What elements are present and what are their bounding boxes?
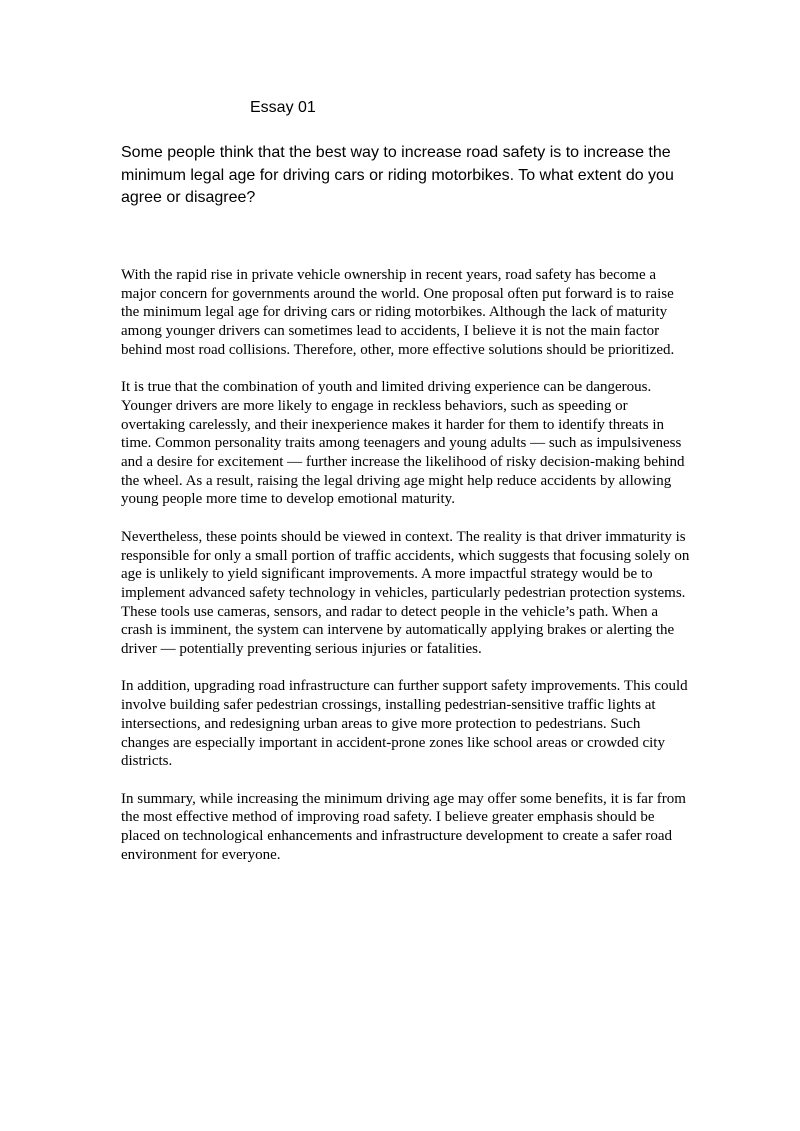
paragraph-body-1: It is true that the combination of youth and limited driving experience can be dangerous. Younger drivers are more likely to engage in reckless behaviors, such as speeding or overtaking carelessly, and their inexperience makes it harder for them to identify threats in time. Common personality traits among teenagers and young adults — such as impulsiveness and a desire for excitement — further increase the likelihood of risky decision-making behind the wheel. As a result, raising the legal driving age might help reduce accidents by allowing young people more time to develop emotional maturity. (121, 379, 685, 508)
essay-body (121, 266, 691, 883)
paragraph-body-2: Nevertheless, these points should be viewed in context. The reality is that driver immaturity is responsible for only a small portion of traffic accidents, which suggests that focusing solely on age is unlikely to yield significant improvements. A more impactful strategy would be to implement advanced safety technology in vehicles, particularly pedestrian protection systems. These tools use cameras, sensors, and radar to detect people in the vehicle’s path. When a crash is imminent, the system can intervene by automatically applying brakes or alerting the driver — potentially preventing serious injuries or fatalities. (121, 528, 690, 658)
paragraph-conclusion: In summary, while increasing the minimum driving age may offer some benefits, it is far from the most effective method of improving road safety. I believe greater emphasis should be placed on technological enhancements and infrastructure development to create a safer road environment for everyone. (121, 790, 686, 863)
paragraph-body-3: In addition, upgrading road infrastructure can further support safety improvements. This could involve building safer pedestrian crossings, installing pedestrian-sensitive traffic lights at intersections, and redesigning urban areas to give more protection to pedestrians. Such changes are especially important in accident-prone zones like school areas or crowded city districts. (121, 678, 688, 770)
essay-title: Essay 01 (250, 99, 316, 116)
essay-prompt: Some people think that the best way to increase road safety is to increase the minimum legal age for driving cars or riding motorbikes. To what extent do you agree or disagree? (121, 144, 674, 206)
paragraph-introduction: With the rapid rise in private vehicle ownership in recent years, road safety has become a major concern for governments around the world. One proposal often put forward is to raise the minimum legal age for driving cars or riding motorbikes. Although the lack of maturity among younger drivers can sometimes lead to accidents, I believe it is not the main factor behind most road collisions. Therefore, other, more effective solutions should be prioritized. (121, 267, 675, 358)
